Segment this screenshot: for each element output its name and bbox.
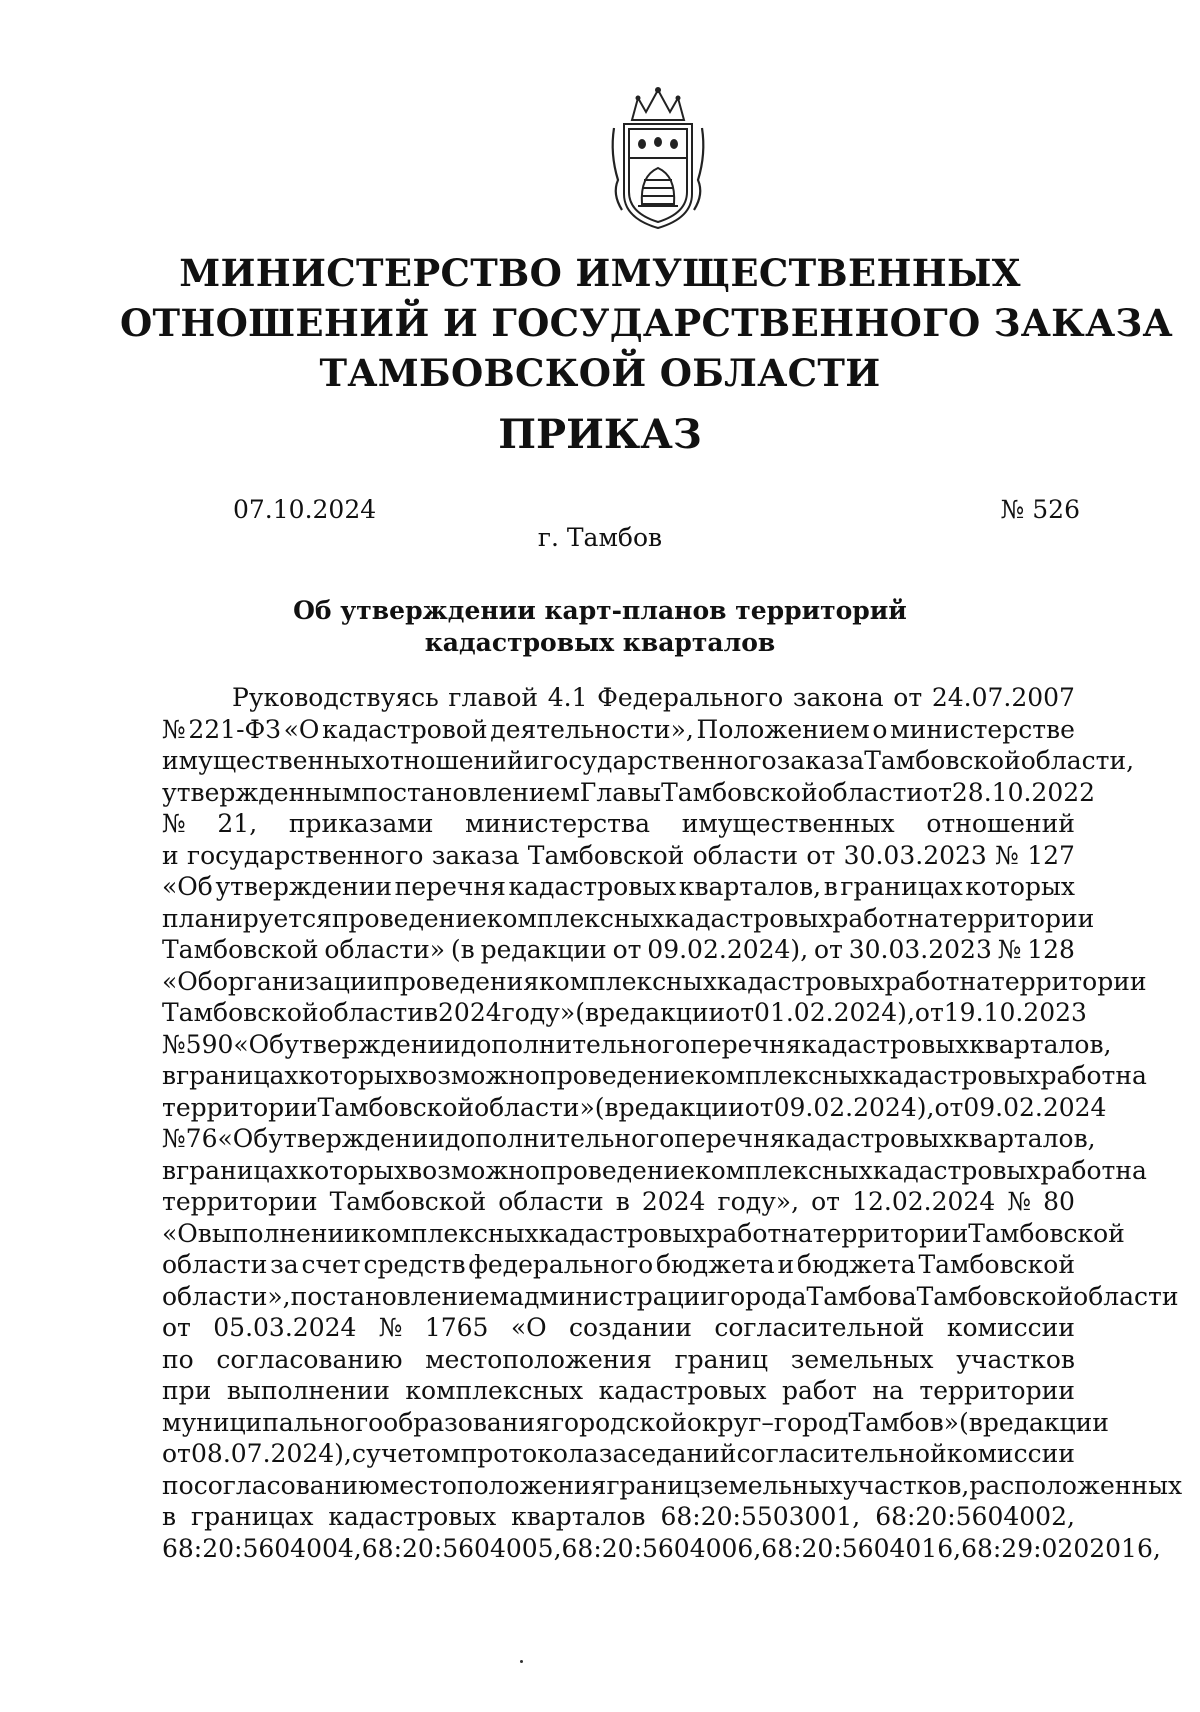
body-word: на	[959, 966, 992, 996]
body-word: создании	[569, 1313, 692, 1342]
body-word: «О	[283, 714, 320, 744]
body-word: о	[872, 714, 888, 744]
body-word: кадастровых	[664, 903, 833, 933]
body-word: расположенных	[969, 1470, 1183, 1500]
body-line	[162, 871, 1075, 903]
body-line	[162, 1470, 1183, 1502]
body-word: 2024	[438, 998, 502, 1027]
document-number: № 526	[1000, 495, 1080, 524]
body-word: кадастровых	[328, 1502, 497, 1531]
document-subject	[200, 595, 1000, 659]
body-word: №	[995, 840, 1019, 870]
document-body	[162, 682, 1183, 1564]
body-word: постановлением	[290, 1281, 510, 1311]
body-word: границах	[840, 872, 963, 901]
body-word: в	[615, 1187, 630, 1216]
body-word: закона	[792, 683, 884, 712]
body-word: «О	[162, 1218, 198, 1248]
body-line	[162, 1281, 1179, 1313]
body-word: отношений	[926, 809, 1075, 838]
body-word: №	[162, 1124, 186, 1153]
body-word: 68:20:5604006,	[561, 1533, 762, 1563]
ministry-name-line: МИНИСТЕРСТВО ИМУЩЕСТВЕННЫХ	[179, 251, 1021, 295]
body-word: счет	[301, 1250, 361, 1279]
body-word: муниципального	[162, 1407, 384, 1437]
body-word: в	[423, 998, 439, 1027]
subject-line: Об утверждении карт-планов территорий	[293, 596, 907, 625]
body-word: на	[872, 1376, 904, 1405]
body-line	[162, 1060, 1147, 1092]
body-word: области,	[1020, 746, 1135, 775]
body-word: за	[270, 1250, 299, 1279]
body-word: при	[162, 1376, 212, 1405]
body-word: №	[997, 935, 1022, 964]
body-word: кадастровых	[598, 1376, 767, 1405]
body-word: 221-ФЗ	[188, 714, 281, 744]
body-word: администрации	[509, 1281, 717, 1311]
body-word: 24.07.2007	[931, 683, 1075, 712]
body-word: от	[806, 840, 836, 870]
body-word: заседаний	[598, 1439, 737, 1468]
body-word: границах	[176, 1155, 299, 1185]
body-word: от	[923, 777, 952, 807]
body-word: области»	[324, 935, 446, 964]
body-word: от	[612, 935, 642, 964]
body-line	[162, 903, 1095, 935]
body-word: «Об	[217, 1124, 269, 1153]
body-word: земельных	[790, 1344, 934, 1374]
body-word: деятельности»,	[490, 714, 694, 744]
body-word: 68:20:5604016,	[761, 1533, 962, 1563]
body-word: 08.07.2024),	[191, 1439, 352, 1468]
body-word: №	[162, 809, 186, 838]
body-word: утверждении	[268, 1124, 445, 1153]
body-word: 127	[1027, 840, 1075, 870]
body-word: отношений	[374, 746, 524, 775]
body-word: имущественных	[162, 746, 375, 775]
body-word: согласительной	[736, 1439, 947, 1468]
body-word: перечня	[674, 1124, 786, 1153]
body-word: образования	[383, 1407, 551, 1437]
body-word: 68:20:5604005,	[361, 1533, 562, 1563]
body-line	[162, 745, 1135, 777]
body-word: на	[1115, 1155, 1147, 1185]
body-word: Главы	[579, 777, 662, 807]
body-word: 1765	[424, 1313, 489, 1342]
body-word: от	[725, 998, 755, 1027]
body-word: бюджета	[655, 1250, 775, 1279]
body-word: кадастровых	[872, 1155, 1041, 1185]
body-line	[162, 1438, 1075, 1470]
body-word: 128	[1027, 935, 1075, 964]
body-word: 12.02.2024	[852, 1187, 996, 1216]
body-word: «Об	[233, 1029, 285, 1059]
body-word: 80	[1043, 1187, 1075, 1216]
body-word: (в	[575, 998, 600, 1027]
body-word: от	[811, 1187, 841, 1216]
body-word: 2024	[641, 1187, 706, 1216]
body-line	[162, 1123, 1096, 1155]
body-word: город	[773, 1407, 849, 1437]
body-word: земельных	[699, 1470, 843, 1500]
body-word: согласованию	[216, 1344, 403, 1374]
body-line	[162, 1249, 1075, 1281]
body-word: году»,	[717, 1187, 800, 1216]
body-word: 21,	[217, 809, 258, 838]
body-word: учетом	[366, 1439, 461, 1468]
body-word: от	[934, 1092, 964, 1122]
body-word: –	[761, 1407, 774, 1437]
body-word: комплексных	[539, 966, 717, 996]
body-word: «Об	[162, 966, 213, 996]
body-line	[162, 1218, 1125, 1250]
body-word: федерального	[468, 1250, 654, 1279]
body-word: 68:20:5604002,	[875, 1502, 1075, 1531]
body-word: редакции	[480, 935, 607, 964]
body-word: от	[162, 1313, 191, 1342]
body-word: Руководствуясь	[232, 683, 439, 712]
body-word: 28.10.2022	[951, 777, 1096, 807]
body-word: работ	[1040, 1155, 1116, 1185]
document-type: ПРИКАЗ	[498, 411, 702, 458]
body-word: кадастровых	[785, 1124, 954, 1153]
body-line	[162, 714, 1075, 746]
body-line	[162, 1407, 1109, 1439]
document-city: г. Тамбов	[537, 523, 663, 552]
body-word: работ	[706, 1218, 782, 1248]
ministry-name-line: ТАМБОВСКОЙ ОБЛАСТИ	[319, 351, 881, 395]
body-word: территории	[162, 1187, 318, 1216]
body-word: дополнительного	[444, 1124, 675, 1153]
body-word: Тамбовской	[968, 1218, 1125, 1248]
body-line	[162, 1092, 1107, 1124]
body-word: городской	[550, 1407, 687, 1437]
body-word: 09.02.2024	[963, 1092, 1107, 1122]
body-word: в	[823, 872, 838, 901]
body-word: в	[162, 1502, 177, 1531]
body-word: проведение	[540, 1061, 695, 1090]
body-word: в	[162, 1155, 177, 1185]
body-word: округ	[686, 1407, 762, 1437]
body-word: 76	[185, 1124, 218, 1153]
body-word: на	[781, 1218, 813, 1248]
body-word: утвержденным	[162, 777, 362, 807]
body-word: территории	[991, 966, 1147, 996]
body-word: комиссии	[946, 1439, 1075, 1468]
body-word: Тамбов»	[848, 1407, 959, 1437]
body-word: от	[914, 998, 944, 1027]
body-word: приказами	[288, 809, 434, 838]
body-word: 68:29:0202016,	[961, 1533, 1161, 1563]
body-line	[162, 1375, 1075, 1407]
body-word: от	[813, 935, 843, 964]
body-word: 30.03.2023	[848, 935, 992, 964]
body-word: 01.02.2024),	[754, 998, 915, 1027]
body-word: территории	[938, 903, 1095, 933]
body-word: на	[907, 903, 939, 933]
body-word: 4.1	[547, 683, 588, 712]
body-word: кадастровой	[322, 714, 488, 744]
body-word: Тамбовской	[918, 1250, 1075, 1279]
document-date: 07.10.2024	[233, 495, 377, 524]
body-word: работ	[1040, 1061, 1116, 1090]
body-word: участков	[956, 1344, 1075, 1374]
body-line	[162, 934, 1075, 966]
body-word: области	[498, 1187, 604, 1216]
body-word: «О	[510, 1313, 547, 1342]
body-word: на	[1115, 1061, 1147, 1090]
body-word: министерстве	[890, 714, 1075, 744]
body-word: имущественных	[681, 809, 895, 838]
body-word: кадастровых	[716, 966, 885, 996]
body-word: утверждении	[215, 872, 393, 901]
body-word: от	[744, 1092, 774, 1122]
body-line	[162, 682, 1075, 714]
body-word: 68:20:5604004,	[162, 1533, 362, 1563]
body-word: возможно	[408, 1061, 541, 1090]
body-word: комиссии	[946, 1313, 1075, 1342]
body-word: «Об	[162, 872, 213, 901]
body-word: проведения	[383, 966, 540, 996]
ministry-name-line: ОТНОШЕНИЙ И ГОСУДАРСТВЕННОГО ЗАКАЗА	[120, 301, 1173, 345]
body-word: территории	[812, 1218, 969, 1248]
body-line	[162, 808, 1075, 840]
body-word: работ	[884, 966, 960, 996]
body-word: участков,	[842, 1470, 970, 1500]
body-word: комплексных	[360, 1218, 539, 1248]
body-word: Тамбовской	[162, 998, 319, 1027]
body-word: и	[777, 1250, 795, 1279]
ministry-name	[120, 248, 1173, 398]
body-word: утверждении	[284, 1029, 461, 1059]
body-word: (в	[450, 935, 475, 964]
body-word: перечня	[690, 1029, 802, 1059]
body-word: №	[162, 1029, 186, 1059]
body-word: дополнительного	[460, 1029, 691, 1059]
body-word: (в	[594, 1092, 619, 1122]
tambov-coat-of-arms-icon	[602, 84, 714, 232]
body-word: кварталов,	[678, 872, 822, 901]
body-word: кварталов	[511, 1502, 646, 1531]
body-line	[162, 1029, 1112, 1061]
body-word: в	[162, 1061, 177, 1090]
subject-line: кадастровых кварталов	[424, 628, 776, 657]
body-word: согласованию	[193, 1470, 380, 1500]
body-word: Тамбовской	[329, 1187, 487, 1216]
body-word: министерства	[465, 809, 650, 838]
body-word: заказа	[431, 840, 520, 870]
body-word: комплексных	[405, 1376, 584, 1405]
body-word: местоположения	[425, 1344, 652, 1374]
body-word: с	[351, 1439, 366, 1468]
body-word: Тамбовской	[317, 1092, 475, 1122]
body-word: комплексных	[486, 903, 665, 933]
body-word: редакции	[982, 1407, 1109, 1437]
body-word: области»	[474, 1092, 595, 1122]
body-word: кадастровых	[801, 1029, 970, 1059]
body-word: проведение	[540, 1155, 695, 1185]
body-word: государственного	[187, 840, 424, 870]
body-line	[162, 997, 1087, 1029]
body-word: и	[523, 746, 541, 775]
body-word: кварталов,	[953, 1124, 1096, 1153]
body-word: области	[162, 1250, 268, 1279]
body-line	[162, 1501, 1075, 1533]
body-word: средств	[363, 1250, 466, 1279]
body-word: Положением	[696, 714, 870, 744]
body-word: которых	[298, 1155, 409, 1185]
body-word: №	[378, 1313, 403, 1342]
body-word: области	[817, 777, 924, 807]
body-word: области	[692, 840, 799, 870]
body-word: города	[717, 1281, 807, 1311]
body-word: 09.02.2024),	[773, 1092, 935, 1122]
body-word: территории	[919, 1376, 1075, 1405]
body-line	[162, 1312, 1075, 1344]
body-line	[162, 1186, 1075, 1218]
body-line	[162, 1344, 1075, 1376]
body-word: области	[318, 998, 424, 1027]
body-word: государственного	[540, 746, 777, 775]
body-word: редакции	[599, 998, 726, 1027]
body-word: 30.03.2023	[843, 840, 987, 870]
body-word: границ	[674, 1344, 768, 1374]
body-word: (в	[958, 1407, 983, 1437]
body-word: и	[162, 840, 179, 870]
body-word: выполнении	[197, 1218, 361, 1248]
scan-speck	[520, 1660, 523, 1663]
body-line	[162, 1533, 1161, 1565]
body-word: границах	[176, 1061, 299, 1090]
body-word: протокола	[460, 1439, 599, 1468]
body-line	[162, 966, 1147, 998]
body-word: Федерального	[597, 683, 784, 712]
body-word: по	[162, 1344, 194, 1374]
body-word: №	[1007, 1187, 1031, 1216]
body-word: от	[162, 1439, 191, 1468]
body-word: кадастровых	[872, 1061, 1041, 1090]
body-word: Тамбовской	[864, 746, 1021, 775]
body-word: комплексных	[694, 1155, 873, 1185]
body-word: году»	[501, 998, 576, 1027]
body-word: кадастровых	[538, 1218, 707, 1248]
body-word: бюджета	[796, 1250, 916, 1279]
body-word: редакции	[618, 1092, 745, 1122]
body-word: от	[893, 683, 923, 712]
body-word: Тамбовской	[661, 777, 818, 807]
body-line	[162, 840, 1075, 872]
body-word: которых	[965, 872, 1075, 901]
body-word: заказа	[776, 746, 865, 775]
body-word: выполнении	[226, 1376, 390, 1405]
body-line	[162, 777, 1096, 809]
body-word: согласительной	[714, 1313, 925, 1342]
body-word: которых	[298, 1061, 409, 1090]
body-word: планируется	[162, 903, 332, 933]
body-word: по	[162, 1470, 194, 1500]
body-word: постановлением	[361, 777, 580, 807]
body-word: границ	[606, 1470, 700, 1500]
body-word: кадастровых	[508, 872, 677, 901]
body-word: Тамбова	[806, 1281, 917, 1311]
body-word: комплексных	[694, 1061, 873, 1090]
body-word: 19.10.2023	[943, 998, 1087, 1027]
body-word: возможно	[408, 1155, 541, 1185]
body-line	[162, 1155, 1147, 1187]
body-word: перечня	[394, 872, 506, 901]
body-word: №	[162, 714, 186, 744]
body-word: 09.02.2024),	[647, 935, 809, 964]
body-word: Тамбовской	[527, 840, 685, 870]
body-word: 590	[185, 1029, 234, 1059]
body-word: области	[1073, 1281, 1179, 1311]
body-word: области»,	[162, 1281, 291, 1311]
body-word: 68:20:5503001,	[660, 1502, 861, 1531]
body-word: главой	[448, 683, 539, 712]
body-word: проведение	[331, 903, 487, 933]
body-word: 05.03.2024	[213, 1313, 357, 1342]
body-word: работ	[781, 1376, 857, 1405]
body-word: организации	[212, 966, 384, 996]
body-word: кварталов,	[969, 1029, 1112, 1059]
body-word: работ	[832, 903, 908, 933]
body-word: местоположения	[379, 1470, 607, 1500]
body-word: территории	[162, 1092, 318, 1122]
body-word: Тамбовской	[162, 935, 319, 964]
body-word: Тамбовской	[916, 1281, 1074, 1311]
body-word: границах	[191, 1502, 314, 1531]
